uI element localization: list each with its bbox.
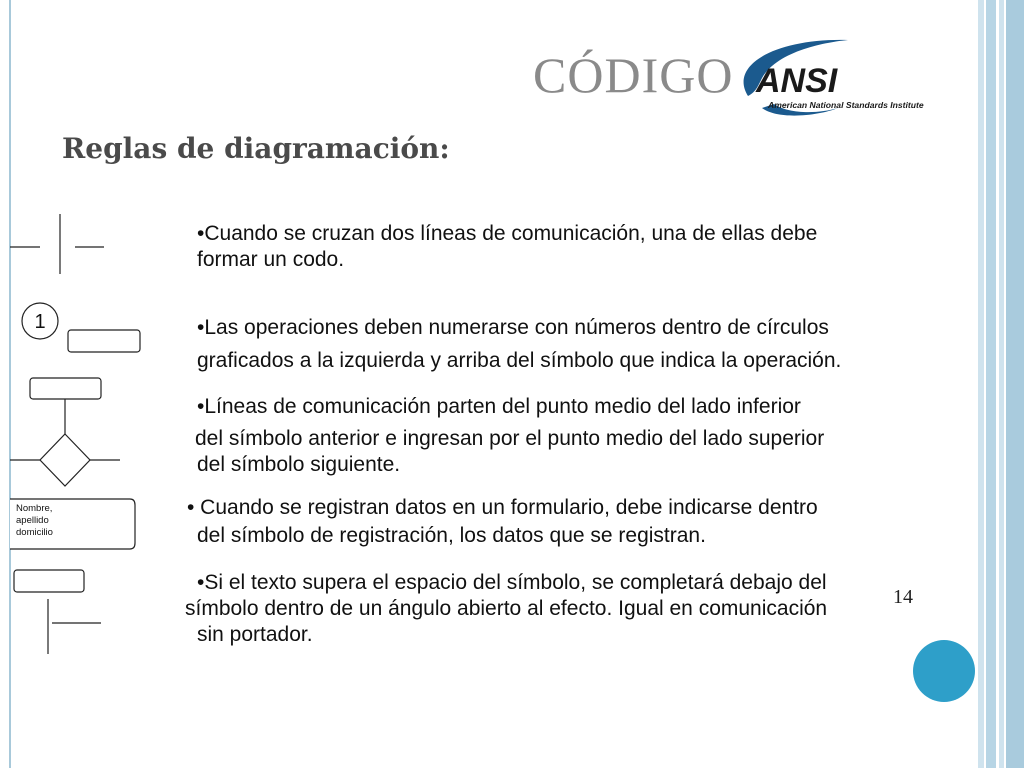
- slide-subtitle: Reglas de diagramación:: [62, 132, 450, 165]
- bullet-line: graficados a la izquierda y arriba del símbolo que indica la operación.: [197, 349, 842, 372]
- overflow-symbol-rectangle: [14, 570, 84, 592]
- registration-text-1: Nombre,: [16, 503, 53, 514]
- registration-text-3: domicilio: [16, 527, 53, 538]
- page-number: 14: [893, 586, 913, 608]
- bullet-line: •Si el texto supera el espacio del símbolo, se completará debajo del: [197, 571, 827, 594]
- bullet-line: •Las operaciones deben numerarse con números dentro de círculos: [197, 316, 829, 339]
- bullet-line: •Líneas de comunicación parten del punto medio del lado inferior: [197, 395, 801, 418]
- operation-rectangle: [68, 330, 140, 352]
- ansi-logo: [718, 34, 948, 124]
- logo-caption: American National Standards Institute: [768, 100, 924, 110]
- accent-circle: [913, 640, 975, 702]
- bullet-line: símbolo dentro de un ángulo abierto al efecto. Igual en comunicación: [185, 597, 828, 620]
- diagram-symbols: [0, 200, 150, 670]
- crossing-lines-symbol: [10, 214, 104, 274]
- bullet-line: del símbolo de registración, los datos que se registran.: [197, 524, 706, 547]
- registration-text-2: apellido: [16, 515, 49, 526]
- slide-title: CÓDIGO: [533, 47, 734, 103]
- bullet-line: sin portador.: [197, 623, 313, 646]
- bullet-line: del símbolo anterior e ingresan por el punto medio del lado superior: [195, 427, 825, 450]
- bullet-line: del símbolo siguiente.: [197, 453, 401, 476]
- right-border-stripes: [978, 0, 1024, 768]
- bullet-line: •Cuando se cruzan dos líneas de comunicación, una de ellas debe: [197, 222, 818, 245]
- operation-number: 1: [34, 311, 46, 333]
- decision-diamond: [40, 434, 90, 486]
- bullet-line: formar un codo.: [197, 248, 345, 271]
- logo-name: ANSI: [756, 62, 838, 100]
- bullet-line: • Cuando se registran datos en un formulario, debe indicarse dentro: [187, 496, 818, 519]
- previous-symbol-rectangle: [30, 378, 101, 399]
